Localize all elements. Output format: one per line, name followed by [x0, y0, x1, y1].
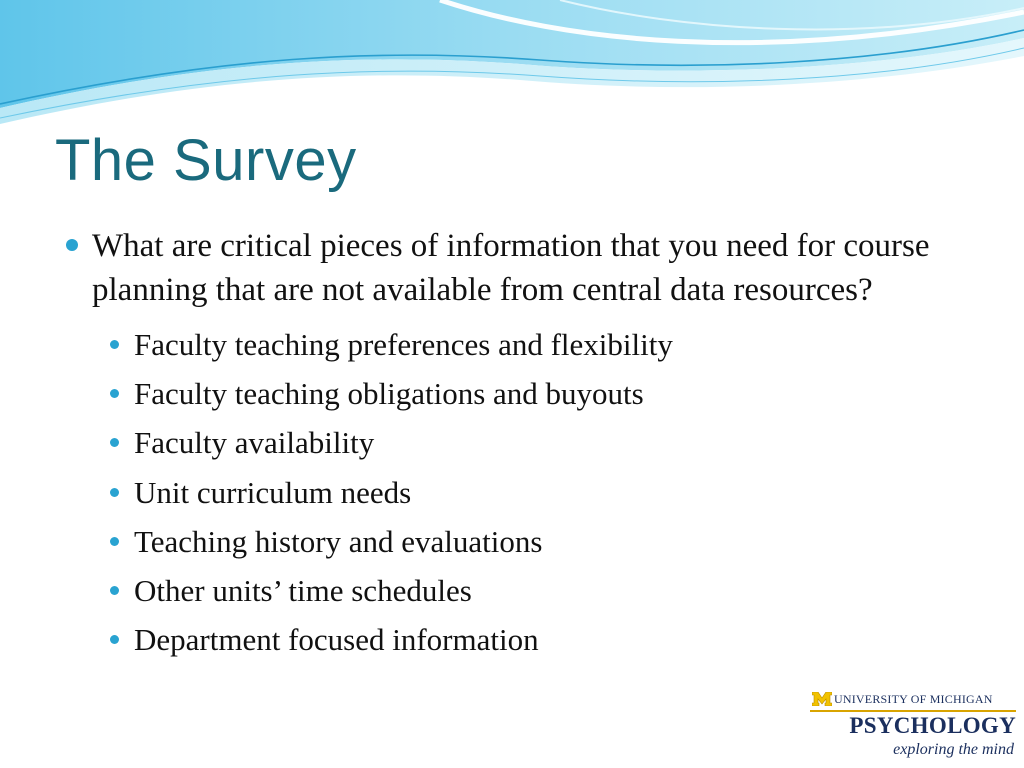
sub-bullet-text: Unit curriculum needs: [134, 474, 412, 510]
university-logo: [808, 688, 1020, 763]
sub-bullet-text: Faculty teaching preferences and flexibility: [134, 327, 673, 362]
block-m-icon: [812, 692, 832, 706]
slide-title: The Survey: [55, 128, 357, 193]
sub-bullet-item: [60, 418, 960, 467]
sub-bullet-list: [60, 320, 960, 664]
bullet-dot-icon: [110, 389, 119, 398]
sub-bullet-text: Department focused information: [134, 622, 539, 658]
header-wave-decoration: [0, 0, 1024, 130]
sub-bullet-text: Teaching history and evaluations: [134, 523, 543, 559]
logo-department: PSYCHOLOGY: [849, 713, 1016, 738]
main-bullet: [60, 224, 960, 312]
sub-bullet-item: [60, 468, 960, 517]
bullet-dot-icon: [110, 340, 119, 349]
bullet-dot-icon: [110, 635, 119, 644]
sub-bullet-text: Other units’ time schedules: [134, 573, 472, 609]
sub-bullet-item: [60, 369, 960, 418]
logo-tagline: exploring the mind: [893, 741, 1014, 758]
main-bullet-text: What are critical pieces of information that you need for course planning that are not available from central data resources?: [92, 228, 930, 308]
bullet-dot-icon: [110, 586, 119, 595]
slide-body: [60, 224, 960, 664]
sub-bullet-text: Faculty teaching obligations and buyouts: [134, 376, 644, 412]
sub-bullet-item: [60, 320, 960, 369]
bullet-dot-icon: [110, 488, 119, 497]
sub-bullet-item: [60, 566, 960, 615]
bullet-dot-icon: [110, 537, 119, 546]
logo-university-name: UNIVERSITY OF MICHIGAN: [834, 692, 993, 706]
sub-bullet-item: [60, 517, 960, 566]
sub-bullet-item: [60, 615, 960, 664]
sub-bullet-text: Faculty availability: [134, 425, 375, 461]
bullet-dot-icon: [66, 239, 78, 251]
bullet-dot-icon: [110, 438, 119, 447]
